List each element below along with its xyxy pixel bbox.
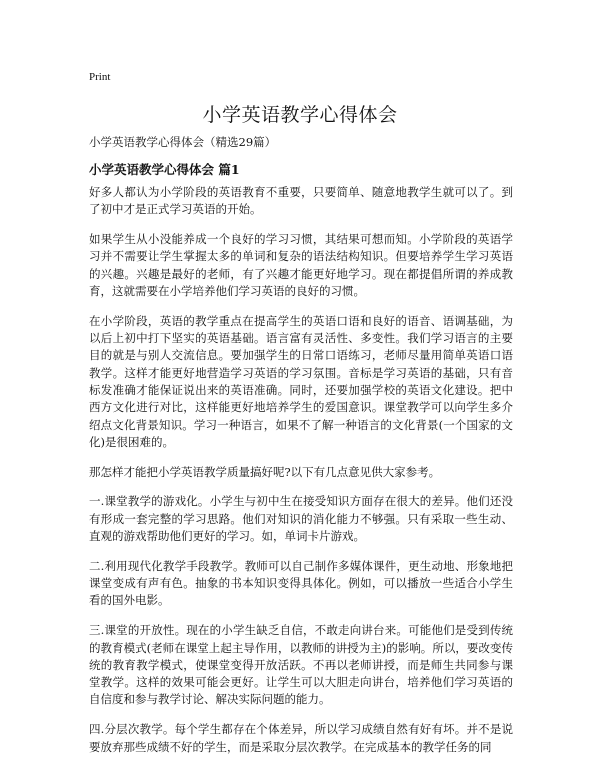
paragraph: 在小学阶段，英语的教学重点在提高学生的英语口语和良好的语音、语调基础，为以后上初中打下坚实的英语基础。语言富有灵活性、多变性。我们学习语言的主要目的就是与别人交流信息。要加强学生的日常口语练习，老师尽量用简单英语口语教学。这样才能更好地营造学习英语的学习氛围。音标是学习英语的基础，只有音标发准确才能保证说出来的英语准确。同时，还要加强学校的英语文化建设。把中西方文化进行对比，这样能更好地培养学生的爱国意识。课堂教学可以向学生多介绍点文化背景知识。学习一种语言，如果不了解一种语言的文化背景(一个国家的文化)是很困难的。 [89, 313, 513, 449]
print-link[interactable]: Print [89, 71, 111, 83]
paragraph: 一.课堂教学的游戏化。小学生与初中生在接受知识方面存在很大的差异。他们还没有形成一套完整的学习思路。他们对知识的消化能力不够强。只有采取一些生动、直观的游戏帮助他们更好的学习。如，单词卡片游戏。 [89, 494, 513, 544]
article-body [89, 184, 513, 768]
section-heading: 小学英语教学心得体会 篇1 [89, 162, 240, 177]
paragraph: 如果学生从小没能养成一个良好的学习习惯，其结果可想而知。小学阶段的英语学习并不需要让学生掌握太多的单词和复杂的语法结构知识。但要培养学生学习英语的兴趣。兴趣是最好的老师，有了兴趣才能更好地学习。现在都提倡所谓的养成教育，这就需要在小学培养他们学习英语的良好的习惯。 [89, 232, 513, 298]
page-title: 小学英语教学心得体会 [202, 104, 398, 126]
paragraph: 四.分层次教学。每个学生都存在个体差异，所以学习成绩自然有好有坏。并不是说要放弃那些成绩不好的学生，而是采取分层次教学。在完成基本的教学任务的同 [89, 722, 513, 754]
document-subtitle: 小学英语教学心得体会（精选29篇） [89, 135, 277, 149]
paragraph: 那怎样才能把小学英语教学质量搞好呢?以下有几点意见供大家参考。 [89, 464, 441, 479]
paragraph: 好多人都认为小学阶段的英语教育不重要，只要简单、随意地教学生就可以了。到了初中才是正式学习英语的开始。 [89, 185, 513, 217]
paragraph: 二.利用现代化教学手段教学。教师可以自己制作多媒体课件，更生动地、形象地把课堂变成有声有色。抽象的书本知识变得具体化。例如，可以播放一些适合小学生看的国外电影。 [89, 558, 513, 608]
paragraph: 三.课堂的开放性。现在的小学生缺乏自信，不敢走向讲台来。可能他们是受到传统的教育模式(老师在课堂上起主导作用，以教师的讲授为主)的影响。所以，要改变传统的教育教学模式，使课堂变得开放活跃。不再以老师讲授，而是师生共同参与课堂教学。这样的效果可能会更好。让学生可以大胆走向讲台，培养他们学习英语的自信度和参与教学讨论、解决实际问题的能力。 [89, 623, 513, 707]
